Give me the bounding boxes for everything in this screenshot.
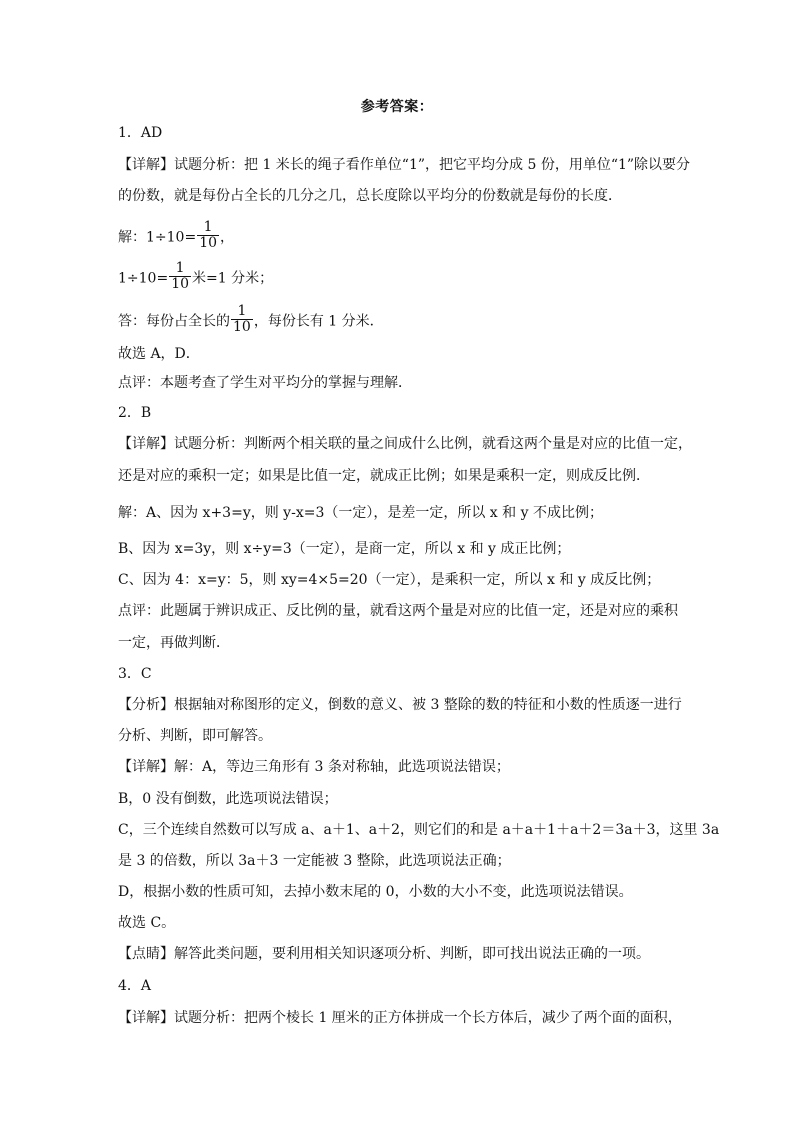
fraction-denominator: 10 — [233, 319, 251, 335]
q1-detail-line-2: 的份数，就是每份占全长的几分之几，总长度除以平均分的份数就是每份的长度． — [118, 188, 622, 204]
q3-analysis-line-2: 分析、判断，即可解答。 — [118, 728, 272, 744]
q1-detail-line-1: 【详解】试题分析：把 1 米长的绳子看作单位“1”，把它平均分成 5 份，用单位“1”除以要分 — [118, 157, 691, 173]
q4-detail-line-1: 【详解】试题分析：把两个棱长 1 厘米的正方体拼成一个长方体后，减少了两个面的面积， — [118, 1010, 682, 1026]
q1-answer: 1．AD — [118, 125, 163, 141]
q2-answer: 2．B — [118, 405, 152, 421]
q2-comment-line-2: 一定，再做判断． — [118, 635, 230, 651]
q2-detail-line-1: 【详解】试题分析：判断两个相关联的量之间成什么比例，就看这两个量是对应的比值一定， — [118, 436, 692, 452]
q2-solution-a: 解：A、因为 x+3=y，则 y-x=3（一定），是差一定，所以 x 和 y 不成比例； — [118, 505, 603, 521]
q3-detail-c-line-2: 是 3 的倍数，所以 3a＋3 一定能被 3 整除，此选项说法正确； — [118, 853, 511, 869]
q2-detail-line-2: 还是对应的乘积一定；如果是比值一定，就成正比例；如果是乘积一定，则成反比例． — [118, 468, 650, 484]
page-title: 参考答案： — [360, 99, 434, 115]
q3-detail-b: B，0 没有倒数，此选项说法错误； — [118, 791, 338, 807]
q1-solution2-suffix: 米=1 分米； — [192, 270, 274, 287]
fraction-numerator: 1 — [237, 303, 247, 319]
q4-answer: 4．A — [118, 978, 152, 994]
q1-comment: 点评：本题考查了学生对平均分的掌握与理解． — [118, 375, 412, 391]
q3-detail-d: D，根据小数的性质可知，去掉小数末尾的 0，小数的大小不变，此选项说法错误。 — [118, 884, 633, 900]
fraction-one-tenth — [231, 304, 253, 335]
fraction-numerator: 1 — [175, 260, 185, 276]
q1-solution-line-2 — [118, 260, 684, 294]
q1-answer-statement — [118, 303, 684, 337]
q1-solution-prefix: 解：1÷10= — [118, 229, 197, 246]
fraction-denominator: 10 — [199, 235, 218, 251]
q2-solution-b: B、因为 x=3y，则 x÷y=3（一定），是商一定，所以 x 和 y 成正比例； — [118, 541, 571, 557]
q3-answer: 3．C — [118, 666, 152, 682]
fraction-denominator: 10 — [171, 276, 190, 292]
q1-solution2-prefix: 1÷10= — [118, 270, 169, 287]
fraction-one-tenth — [169, 261, 191, 292]
q3-choice: 故选 C。 — [118, 915, 176, 931]
fraction-one-tenth — [197, 220, 219, 251]
q3-tip: 【点睛】解答此类问题，要利用相关知识逐项分析、判断，即可找出说法正确的一项。 — [118, 946, 650, 962]
q3-detail-c-line-1: C，三个连续自然数可以写成 a、a＋1、a＋2，则它们的和是 a＋a＋1＋a＋2＝3a＋3，这里 3a — [118, 822, 720, 838]
q3-analysis-line-1: 【分析】根据轴对称图形的定义，倒数的意义、被 3 整除的数的特征和小数的性质逐一进行 — [118, 697, 682, 713]
q1-answer-prefix: 答：每份占全长的 — [118, 313, 230, 330]
q2-solution-c: C、因为 4：x=y：5，则 xy=4×5=20（一定），是乘积一定，所以 x 和 y 成反比例； — [118, 572, 661, 588]
fraction-numerator: 1 — [203, 219, 213, 235]
q2-comment-line-1: 点评：此题属于辨识成正、反比例的量，就看这两个量是对应的比值一定，还是对应的乘积 — [118, 603, 678, 619]
q1-solution-line-1 — [118, 219, 684, 253]
q1-answer-suffix: ，每份长有 1 分米． — [253, 313, 384, 330]
q1-solution-suffix: ， — [220, 229, 235, 246]
q1-choice: 故选 A，D． — [118, 346, 200, 362]
q3-detail-a: 【详解】解：A，等边三角形有 3 条对称轴，此选项说法错误； — [118, 759, 510, 775]
